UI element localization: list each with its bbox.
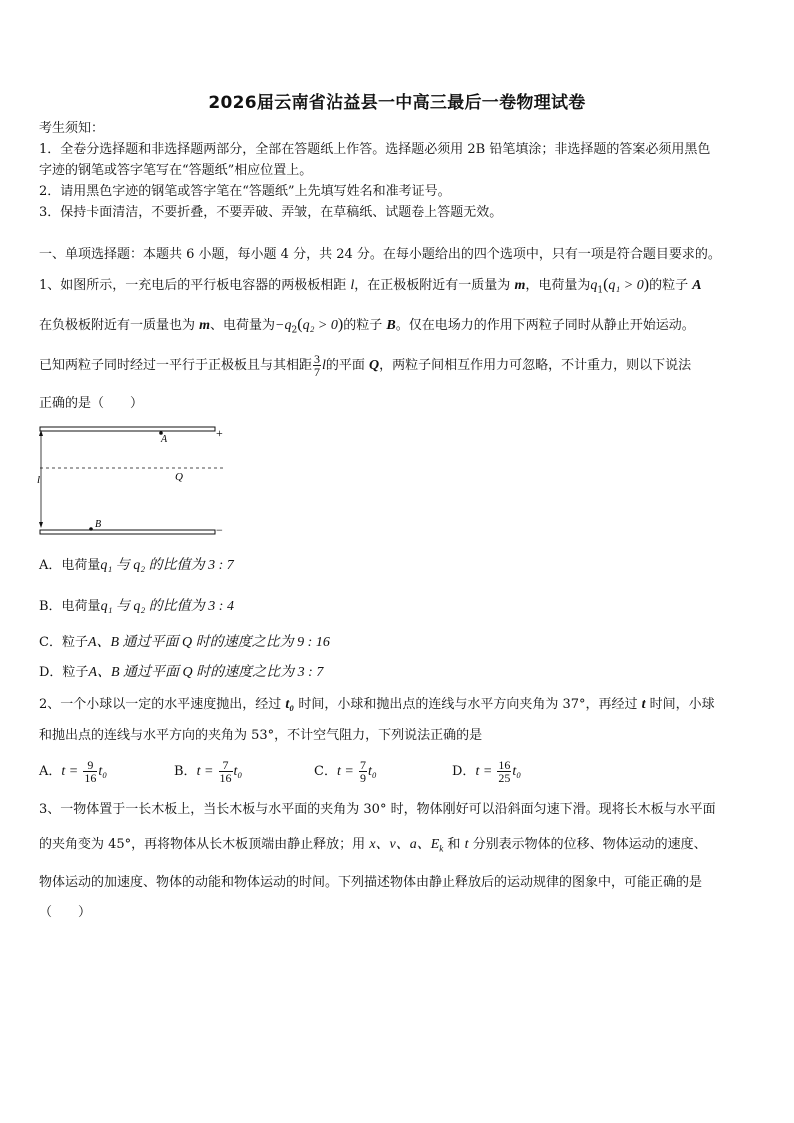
notice-item-2: 2．请用黑色字迹的钢笔或答字笔在“答题纸”上先填写姓名和准考证号。 — [39, 184, 451, 199]
q1-line-2: 在负极板附近有一质量也为 m、电荷量为$-q_2(q_2 > 0)$的粒子 B。仅在电场力的作用下两粒子同时从静止开始运动。 — [39, 316, 695, 336]
arrow-down — [39, 522, 43, 528]
fraction-3-7: $\frac{3}{7}$ — [314, 352, 321, 379]
q3-line-2: 的夹角变为 45°，再将物体从长木板顶端由静止释放；用 x、v、a、$E_k$ 和 t 分别表示物体的位移、物体运动的速度、 — [39, 837, 707, 854]
q1-option-d[interactable]: D．粒子A、B 通过平面 Q 时的速度之比为 3 : 7 — [39, 665, 324, 680]
minus-sign: − — [216, 523, 223, 537]
notice-heading: 考生须知： — [39, 121, 105, 136]
plus-sign: + — [216, 426, 223, 440]
q3-line-1: 3、一物体置于一长木板上，当长木板与水平面的夹角为 30° 时，物体刚好可以沿斜面匀速下滑。现将长木板与水平面 — [39, 802, 716, 817]
q3-line-4: （ ） — [39, 905, 92, 920]
positive-plate — [40, 427, 215, 431]
particle-b — [89, 527, 93, 531]
q2-option-c[interactable]: C．t = $\frac{7}{9}$ t₀ — [314, 758, 377, 785]
q1-line-1: 1、如图所示，一充电后的平行板电容器的两极板相距 l，在正极板附近有一质量为 m，电荷量为$q_1(q_1 > 0)$的粒子 A — [39, 276, 702, 296]
page-title: 2026届云南省沾益县一中高三最后一卷物理试卷 — [208, 93, 586, 113]
notice-item-1: 1．全卷分选择题和非选择题两部分，全部在答题纸上作答。选择题必须用 2B 铅笔填涂；非选择题的答案必须用黑色 — [39, 142, 711, 157]
q2-option-d[interactable]: D．t = $\frac{16}{25}$ t₀ — [452, 758, 522, 785]
section-heading: 一、单项选择题：本题共 6 小题，每小题 4 分，共 24 分。在每小题给出的四个选项中，只有一项是符合题目要求的。 — [39, 247, 721, 262]
q2-option-b[interactable]: B．t = $\frac{7}{16}$ t₀ — [174, 758, 243, 785]
q1-line-3: 已知两粒子同时经过一平行于正极板且与其相距 $\frac{3}{7}$ l的平面 Q，两粒子间相互作用力可忽略，不计重力，则以下说法 — [39, 352, 692, 379]
q1-option-c[interactable]: C．粒子A、B 通过平面 Q 时的速度之比为 9 : 16 — [39, 635, 330, 650]
q1-line-4: 正确的是（ ） — [39, 396, 144, 411]
label-b: B — [95, 519, 102, 530]
label-l: l — [37, 474, 41, 486]
q1-option-b[interactable]: B．电荷量q₁ 与 q₂ 的比值为 3 : 4 — [39, 599, 234, 614]
label-q: Q — [175, 471, 183, 483]
q2-option-a[interactable]: A．t = $\frac{9}{16}$ t₀ — [39, 758, 108, 785]
notice-item-1-cont: 字迹的钢笔或答字笔写在“答题纸”相应位置上。 — [39, 163, 313, 178]
q2-line-2: 和抛出点的连线与水平方向的夹角为 53°，不计空气阻力，下列说法正确的是 — [39, 728, 483, 743]
q2-line-1: 2、一个小球以一定的水平速度抛出，经过 t₀ 时间，小球和抛出点的连线与水平方向夹角为 37°，再经过 t 时间，小球 — [39, 697, 715, 712]
q3-line-3: 物体运动的加速度、物体的动能和物体运动的时间。下列描述物体由静止释放后的运动规律的图象中，可能正确的是 — [39, 875, 703, 890]
q1-option-a[interactable]: A．电荷量q₁ 与 q₂ 的比值为 3 : 7 — [39, 558, 234, 573]
negative-plate — [40, 530, 215, 534]
capacitor-diagram — [30, 420, 240, 545]
label-a: A — [161, 434, 168, 445]
notice-item-3: 3．保持卡面清洁，不要折叠，不要弄破、弄皱，在草稿纸、试题卷上答题无效。 — [39, 205, 503, 220]
